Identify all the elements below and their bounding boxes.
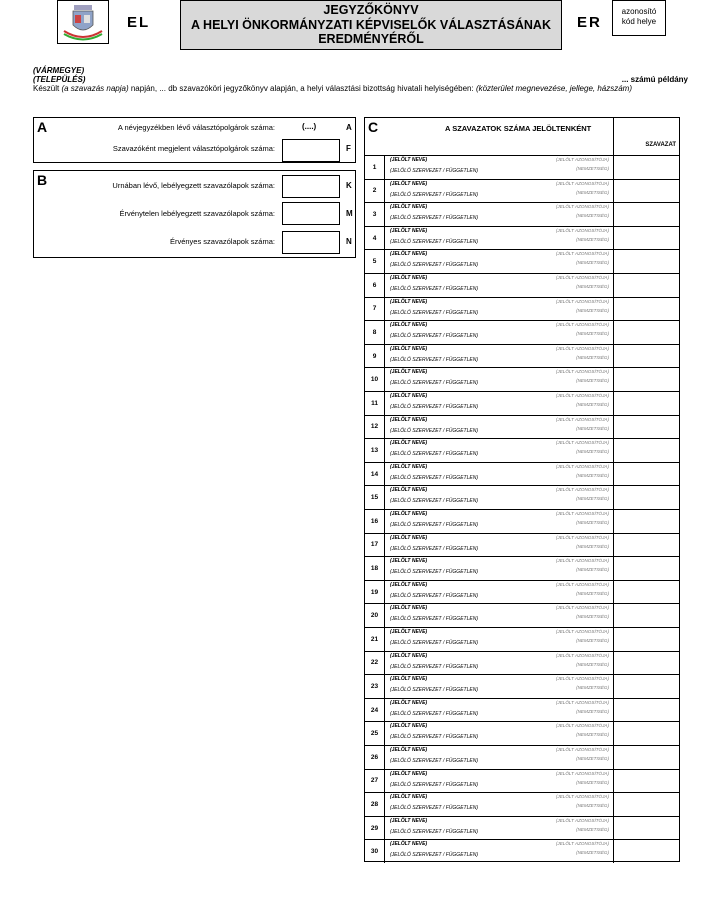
candidate-nationality-placeholder: (NEMZETISÉG) [576,779,609,785]
candidate-number: 17 [365,534,385,557]
candidate-row [365,509,679,533]
candidate-org-placeholder: (JELÖLŐ SZERVEZET / FÜGGETLEN) [390,168,478,174]
candidate-row [365,627,679,651]
vote-header-label: SZAVAZAT [645,142,676,148]
candidate-vote-input[interactable] [613,227,679,250]
candidate-nationality-placeholder: (NEMZETISÉG) [576,402,609,407]
candidate-vote-input[interactable] [613,486,679,509]
candidate-org-placeholder: (JELÖLŐ SZERVEZET / FÜGGETLEN) [390,781,478,788]
candidate-id-placeholder: (JELÖLT AZONOSÍTÓJA) [555,534,609,540]
candidate-row [365,202,679,226]
candidate-org-placeholder: (JELÖLŐ SZERVEZET / FÜGGETLEN) [390,427,478,434]
candidate-vote-input[interactable] [613,180,679,203]
candidate-row [365,839,679,863]
candidate-org-placeholder: (JELÖLŐ SZERVEZET / FÜGGETLEN) [390,262,478,269]
candidate-nationality-placeholder: (NEMZETISÉG) [576,614,609,620]
candidate-org-placeholder: (JELÖLŐ SZERVEZET / FÜGGETLEN) [390,191,478,198]
candidate-vote-input[interactable] [613,321,679,344]
candidate-row [365,320,679,344]
candidate-id-placeholder: (JELÖLT AZONOSÍTÓJA) [555,581,609,587]
candidate-org-placeholder: (JELÖLŐ SZERVEZET / FÜGGETLEN) [390,687,478,694]
title-line-2: A HELYI ÖNKORMÁNYZATI KÉPVISELŐK VÁLASZTÁSÁNAK [191,17,551,32]
candidate-row [365,391,679,415]
id-box-line-1: azonosító [621,7,657,16]
preamble-t4: (közterület megnevezése, jellege, házszám) [475,84,633,93]
candidate-name-placeholder: (JELÖLT NEVE) [390,157,428,163]
preamble-t2: (a szavazás napja) [61,84,129,93]
candidate-name-placeholder: (JELÖLT NEVE) [390,487,428,494]
candidate-vote-input[interactable] [613,439,679,462]
voted-label: Szavazóként megjelent választópolgárok száma: [112,144,275,153]
candidate-number: 26 [365,746,385,769]
candidate-number: 4 [365,227,385,250]
candidate-number: 3 [365,203,385,226]
stamped-ballots-label: Urnában lévő, lebélyegzett szavazólapok száma: [112,181,275,190]
candidate-vote-input[interactable] [613,675,679,698]
section-b [33,170,356,258]
candidate-org-placeholder: (JELÖLŐ SZERVEZET / FÜGGETLEN) [390,356,478,363]
candidate-row [365,580,679,604]
candidate-row [365,438,679,462]
candidate-number: 30 [365,840,385,863]
candidate-id-placeholder: (JELÖLT AZONOSÍTÓJA) [555,204,609,210]
section-b-letter: B [37,172,48,188]
candidate-name-placeholder: (JELÖLT NEVE) [390,534,428,541]
candidate-org-placeholder: (JELÖLŐ SZERVEZET / FÜGGETLEN) [390,309,478,316]
candidate-name-placeholder: (JELÖLT NEVE) [390,440,428,447]
coat-of-arms-box [57,0,109,44]
section-c-title: A SZAVAZATOK SZÁMA JELÖLTENKÉNT [445,124,592,133]
candidate-name-placeholder: (JELÖLT NEVE) [390,275,428,281]
candidate-name-placeholder: (JELÖLT NEVE) [390,180,428,187]
candidate-number: 7 [365,298,385,321]
candidate-id-placeholder: (JELÖLT AZONOSÍTÓJA) [555,393,609,398]
candidate-nationality-placeholder: (NEMZETISÉG) [576,756,609,761]
candidate-nationality-placeholder: (NEMZETISÉG) [576,708,609,714]
candidate-number: 21 [365,628,385,651]
candidate-name-placeholder: (JELÖLT NEVE) [390,652,428,659]
candidate-number: 24 [365,699,385,722]
section-c-letter: C [368,119,379,135]
code-m: M [346,209,353,218]
candidate-number: 2 [365,180,385,203]
candidate-nationality-placeholder: (NEMZETISÉG) [576,826,609,832]
section-a [33,117,356,163]
candidate-number: 22 [365,652,385,675]
candidate-name-placeholder: (JELÖLT NEVE) [390,393,428,399]
candidate-org-placeholder: (JELÖLŐ SZERVEZET / FÜGGETLEN) [390,663,478,670]
candidate-org-placeholder: (JELÖLŐ SZERVEZET / FÜGGETLEN) [390,286,478,292]
candidate-id-placeholder: (JELÖLT AZONOSÍTÓJA) [555,558,609,564]
stamped-ballots-input[interactable] [282,175,340,198]
candidate-number: 25 [365,722,385,745]
candidate-name-placeholder: (JELÖLT NEVE) [390,416,428,423]
candidate-org-placeholder: (JELÖLŐ SZERVEZET / FÜGGETLEN) [390,215,478,222]
preamble-t3: napján, ... db szavazóköri jegyzőkönyv alapján, a helyi választási bizottság hivatali helyiségében: [128,84,476,93]
candidate-org-placeholder: (JELÖLŐ SZERVEZET / FÜGGETLEN) [390,828,478,835]
candidate-id-placeholder: (JELÖLT AZONOSÍTÓJA) [555,180,609,186]
candidate-number: 15 [365,486,385,509]
voted-input[interactable] [282,139,340,162]
candidate-id-placeholder: (JELÖLT AZONOSÍTÓJA) [555,322,609,328]
registered-voters-label: A névjegyzékben lévő választópolgárok száma: [117,123,275,132]
candidate-row [365,297,679,321]
document-title [180,0,562,50]
candidate-name-placeholder: (JELÖLT NEVE) [390,794,428,801]
candidate-row [365,651,679,675]
candidate-nationality-placeholder: (NEMZETISÉG) [576,803,609,809]
candidate-name-placeholder: (JELÖLT NEVE) [390,770,428,777]
candidate-org-placeholder: (JELÖLŐ SZERVEZET / FÜGGETLEN) [390,592,478,599]
candidate-vote-input[interactable] [613,628,679,651]
copy-number: ... számú példány [621,75,688,84]
candidate-nationality-placeholder: (NEMZETISÉG) [576,449,609,455]
candidate-number: 23 [365,675,385,698]
candidate-nationality-placeholder: (NEMZETISÉG) [576,331,609,337]
candidate-nationality-placeholder: (NEMZETISÉG) [576,850,609,856]
invalid-ballots-input[interactable] [282,202,340,225]
candidate-org-placeholder: (JELÖLŐ SZERVEZET / FÜGGETLEN) [390,616,478,623]
candidate-row [365,155,679,179]
candidate-name-placeholder: (JELÖLT NEVE) [390,511,428,517]
candidate-row [365,367,679,391]
candidate-org-placeholder: (JELÖLŐ SZERVEZET / FÜGGETLEN) [390,333,478,340]
candidate-number: 28 [365,793,385,816]
section-a-letter: A [37,119,48,135]
candidate-nationality-placeholder: (NEMZETISÉG) [576,284,609,289]
candidate-id-placeholder: (JELÖLT AZONOSÍTÓJA) [555,841,609,847]
registered-voters-value: (....) [302,122,317,131]
candidate-org-placeholder: (JELÖLŐ SZERVEZET / FÜGGETLEN) [390,545,478,552]
candidate-number: 5 [365,250,385,273]
candidate-vote-input[interactable] [613,298,679,321]
candidate-vote-input[interactable] [613,463,679,486]
candidate-id-placeholder: (JELÖLT AZONOSÍTÓJA) [555,605,609,611]
vote-column-header [613,118,679,155]
candidate-nationality-placeholder: (NEMZETISÉG) [576,378,609,384]
candidate-number: 14 [365,463,385,486]
candidate-name-placeholder: (JELÖLT NEVE) [390,605,428,612]
candidate-nationality-placeholder: (NEMZETISÉG) [576,236,609,242]
section-c [364,117,680,862]
candidate-name-placeholder: (JELÖLT NEVE) [390,558,428,565]
candidate-row [365,344,679,368]
candidate-vote-input[interactable] [613,510,679,533]
candidate-row [365,462,679,486]
candidate-nationality-placeholder: (NEMZETISÉG) [576,732,609,738]
valid-ballots-label: Érvényes szavazólapok száma: [169,237,275,246]
preamble-t1: Készült [33,84,62,93]
candidate-id-placeholder: (JELÖLT AZONOSÍTÓJA) [555,369,609,375]
candidate-nationality-placeholder: (NEMZETISÉG) [576,472,609,478]
candidate-vote-input[interactable] [613,156,679,179]
candidate-vote-input[interactable] [613,557,679,580]
preamble-text [33,84,693,94]
candidate-vote-input[interactable] [613,392,679,415]
candidate-org-placeholder: (JELÖLŐ SZERVEZET / FÜGGETLEN) [390,498,478,505]
candidate-vote-input[interactable] [613,817,679,840]
candidate-vote-input[interactable] [613,770,679,793]
candidate-row [365,273,679,297]
form-code-right: ER [577,14,602,31]
candidate-name-placeholder: (JELÖLT NEVE) [390,817,428,824]
id-box-line-2: kód helye [621,17,657,26]
candidate-vote-input[interactable] [613,274,679,297]
candidate-nationality-placeholder: (NEMZETISÉG) [576,166,609,171]
candidate-org-placeholder: (JELÖLŐ SZERVEZET / FÜGGETLEN) [390,805,478,812]
candidate-row [365,556,679,580]
invalid-ballots-label: Érvénytelen lebélyegzett szavazólapok száma: [119,209,275,218]
candidate-number: 8 [365,321,385,344]
candidate-id-placeholder: (JELÖLT AZONOSÍTÓJA) [555,298,609,304]
candidate-number: 20 [365,604,385,627]
candidate-row [365,533,679,557]
candidate-number: 29 [365,817,385,840]
code-k: K [346,181,352,190]
candidate-vote-input[interactable] [613,203,679,226]
candidate-row [365,674,679,698]
candidate-nationality-placeholder: (NEMZETISÉG) [576,685,609,691]
candidate-org-placeholder: (JELÖLŐ SZERVEZET / FÜGGETLEN) [390,710,478,717]
candidate-number: 13 [365,439,385,462]
candidate-name-placeholder: (JELÖLT NEVE) [390,699,428,706]
candidate-number: 9 [365,345,385,368]
candidate-nationality-placeholder: (NEMZETISÉG) [576,638,609,643]
candidate-org-placeholder: (JELÖLŐ SZERVEZET / FÜGGETLEN) [390,758,478,764]
candidate-nationality-placeholder: (NEMZETISÉG) [576,213,609,219]
candidate-number: 16 [365,510,385,533]
candidate-vote-input[interactable] [613,793,679,816]
candidate-id-placeholder: (JELÖLT AZONOSÍTÓJA) [555,629,609,634]
candidate-id-placeholder: (JELÖLT AZONOSÍTÓJA) [555,345,609,351]
candidate-nationality-placeholder: (NEMZETISÉG) [576,354,609,360]
candidate-name-placeholder: (JELÖLT NEVE) [390,581,428,588]
candidate-id-placeholder: (JELÖLT AZONOSÍTÓJA) [555,652,609,658]
candidate-row [365,415,679,439]
candidate-nationality-placeholder: (NEMZETISÉG) [576,260,609,266]
candidate-org-placeholder: (JELÖLŐ SZERVEZET / FÜGGETLEN) [390,522,478,528]
candidate-nationality-placeholder: (NEMZETISÉG) [576,567,609,573]
candidate-id-placeholder: (JELÖLT AZONOSÍTÓJA) [555,227,609,233]
candidate-name-placeholder: (JELÖLT NEVE) [390,322,428,329]
candidate-org-placeholder: (JELÖLŐ SZERVEZET / FÜGGETLEN) [390,474,478,481]
candidate-vote-input[interactable] [613,581,679,604]
candidate-vote-input[interactable] [613,604,679,627]
candidate-id-placeholder: (JELÖLT AZONOSÍTÓJA) [555,440,609,446]
code-a: A [346,123,352,132]
candidate-row [365,721,679,745]
candidate-vote-input[interactable] [613,368,679,391]
candidate-row [365,769,679,793]
candidate-id-placeholder: (JELÖLT AZONOSÍTÓJA) [555,794,609,800]
candidate-vote-input[interactable] [613,840,679,863]
candidate-number: 19 [365,581,385,604]
candidate-row [365,226,679,250]
candidate-number: 1 [365,156,385,179]
valid-ballots-input[interactable] [282,231,340,254]
candidate-nationality-placeholder: (NEMZETISÉG) [576,496,609,502]
candidate-vote-input[interactable] [613,722,679,745]
candidate-org-placeholder: (JELÖLŐ SZERVEZET / FÜGGETLEN) [390,734,478,741]
candidate-number: 12 [365,416,385,439]
candidate-org-placeholder: (JELÖLŐ SZERVEZET / FÜGGETLEN) [390,404,478,410]
candidate-name-placeholder: (JELÖLT NEVE) [390,298,428,305]
candidate-name-placeholder: (JELÖLT NEVE) [390,747,428,753]
candidate-id-placeholder: (JELÖLT AZONOSÍTÓJA) [555,699,609,705]
candidate-vote-input[interactable] [613,250,679,273]
candidate-row [365,816,679,840]
candidate-nationality-placeholder: (NEMZETISÉG) [576,307,609,313]
candidate-name-placeholder: (JELÖLT NEVE) [390,227,428,234]
candidate-id-placeholder: (JELÖLT AZONOSÍTÓJA) [555,251,609,257]
candidate-number: 6 [365,274,385,297]
candidate-vote-input[interactable] [613,699,679,722]
candidate-name-placeholder: (JELÖLT NEVE) [390,629,428,635]
candidate-vote-input[interactable] [613,345,679,368]
candidate-vote-input[interactable] [613,652,679,675]
candidate-org-placeholder: (JELÖLŐ SZERVEZET / FÜGGETLEN) [390,569,478,576]
candidate-id-placeholder: (JELÖLT AZONOSÍTÓJA) [555,770,609,776]
candidate-row [365,792,679,816]
candidate-row [365,179,679,203]
candidate-number: 11 [365,392,385,415]
candidate-id-placeholder: (JELÖLT AZONOSÍTÓJA) [555,157,609,162]
county-label: (VÁRMEGYE) [33,66,85,75]
id-code-box [612,0,666,36]
candidate-name-placeholder: (JELÖLT NEVE) [390,723,428,730]
candidate-vote-input[interactable] [613,746,679,769]
candidate-name-placeholder: (JELÖLT NEVE) [390,251,428,258]
candidate-vote-input[interactable] [613,534,679,557]
candidate-number: 18 [365,557,385,580]
candidate-name-placeholder: (JELÖLT NEVE) [390,204,428,211]
candidate-org-placeholder: (JELÖLŐ SZERVEZET / FÜGGETLEN) [390,852,478,859]
candidate-number: 10 [365,368,385,391]
candidate-name-placeholder: (JELÖLT NEVE) [390,463,428,470]
title-line-3: EREDMÉNYÉRŐL [318,32,424,46]
coat-of-arms-icon [62,3,104,41]
candidate-id-placeholder: (JELÖLT AZONOSÍTÓJA) [555,723,609,729]
candidate-row [365,485,679,509]
candidate-org-placeholder: (JELÖLŐ SZERVEZET / FÜGGETLEN) [390,640,478,646]
candidate-id-placeholder: (JELÖLT AZONOSÍTÓJA) [555,747,609,752]
candidate-row [365,249,679,273]
candidate-nationality-placeholder: (NEMZETISÉG) [576,590,609,596]
candidate-id-placeholder: (JELÖLT AZONOSÍTÓJA) [555,463,609,469]
candidate-id-placeholder: (JELÖLT AZONOSÍTÓJA) [555,275,609,280]
candidate-name-placeholder: (JELÖLT NEVE) [390,345,428,352]
candidate-row [365,745,679,769]
title-line-1: JEGYZŐKÖNYV [323,3,419,17]
candidate-org-placeholder: (JELÖLŐ SZERVEZET / FÜGGETLEN) [390,380,478,387]
candidate-number: 27 [365,770,385,793]
candidate-name-placeholder: (JELÖLT NEVE) [390,369,428,376]
candidate-vote-input[interactable] [613,416,679,439]
candidate-nationality-placeholder: (NEMZETISÉG) [576,661,609,667]
candidate-nationality-placeholder: (NEMZETISÉG) [576,425,609,431]
candidate-nationality-placeholder: (NEMZETISÉG) [576,189,609,195]
candidate-org-placeholder: (JELÖLŐ SZERVEZET / FÜGGETLEN) [390,451,478,458]
candidate-name-placeholder: (JELÖLT NEVE) [390,841,428,848]
candidate-id-placeholder: (JELÖLT AZONOSÍTÓJA) [555,416,609,422]
candidate-id-placeholder: (JELÖLT AZONOSÍTÓJA) [555,487,609,493]
candidate-name-placeholder: (JELÖLT NEVE) [390,676,428,683]
candidate-row [365,603,679,627]
candidate-row [365,698,679,722]
code-n: N [346,237,352,246]
candidate-nationality-placeholder: (NEMZETISÉG) [576,543,609,549]
code-f: F [346,144,351,153]
candidate-id-placeholder: (JELÖLT AZONOSÍTÓJA) [555,817,609,823]
candidate-nationality-placeholder: (NEMZETISÉG) [576,520,609,525]
form-code-left: EL [127,14,151,31]
candidate-org-placeholder: (JELÖLŐ SZERVEZET / FÜGGETLEN) [390,238,478,245]
candidate-id-placeholder: (JELÖLT AZONOSÍTÓJA) [555,511,609,516]
candidate-id-placeholder: (JELÖLT AZONOSÍTÓJA) [555,676,609,682]
town-label: (TELEPÜLÉS) [33,75,86,84]
